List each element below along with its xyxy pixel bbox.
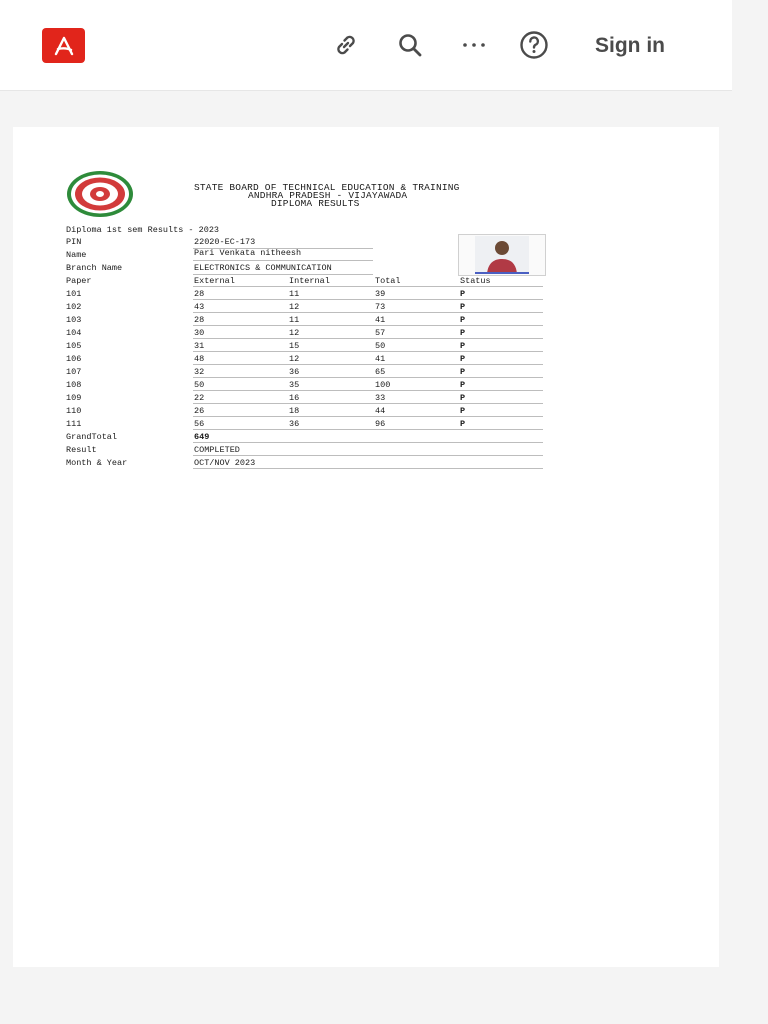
total-cell: 65 — [375, 367, 386, 377]
divider — [193, 312, 543, 313]
external-cell: 30 — [194, 328, 205, 338]
acrobat-icon[interactable] — [42, 28, 85, 63]
internal-cell: 18 — [289, 406, 300, 416]
internal-cell: 12 — [289, 328, 300, 338]
external-cell: 28 — [194, 315, 205, 325]
column-header: Internal — [289, 276, 330, 286]
divider — [193, 260, 373, 261]
status-cell: P — [460, 354, 466, 364]
status-cell: P — [460, 393, 466, 403]
pdf-page — [13, 127, 719, 967]
status-cell: P — [460, 419, 466, 429]
total-cell: 73 — [375, 302, 386, 312]
external-cell: 56 — [194, 419, 205, 429]
board-title: STATE BOARD OF TECHNICAL EDUCATION & TRAINING — [194, 182, 460, 193]
name-label: Name — [66, 250, 87, 260]
total-cell: 57 — [375, 328, 386, 338]
status-cell: P — [460, 406, 466, 416]
exam-title: Diploma 1st sem Results - 2023 — [66, 225, 220, 235]
internal-cell: 36 — [289, 419, 300, 429]
column-header: Status — [460, 276, 491, 286]
total-cell: 50 — [375, 341, 386, 351]
divider — [193, 377, 543, 378]
month-year-value: OCT/NOV 2023 — [194, 458, 256, 468]
divider — [193, 468, 543, 469]
external-cell: 28 — [194, 289, 205, 299]
link-icon[interactable] — [329, 28, 363, 62]
divider — [193, 455, 543, 456]
total-cell: 96 — [375, 419, 386, 429]
status-cell: P — [460, 341, 466, 351]
grand-total-value: 649 — [194, 432, 210, 442]
paper-cell: 105 — [66, 341, 82, 351]
external-cell: 26 — [194, 406, 205, 416]
pin-value: 22020-EC-173 — [194, 237, 256, 247]
divider — [193, 325, 543, 326]
search-icon[interactable] — [393, 28, 427, 62]
total-cell: 41 — [375, 315, 386, 325]
top-toolbar — [0, 0, 732, 91]
divider — [193, 429, 543, 430]
column-header: External — [194, 276, 235, 286]
external-cell: 50 — [194, 380, 205, 390]
paper-cell: 107 — [66, 367, 82, 377]
divider — [193, 338, 543, 339]
board-location: ANDHRA PRADESH - VIJAYAWADA — [248, 190, 408, 201]
window-edge — [732, 0, 768, 1024]
total-cell: 39 — [375, 289, 386, 299]
status-cell: P — [460, 315, 466, 325]
internal-cell: 11 — [289, 315, 300, 325]
paper-cell: 102 — [66, 302, 82, 312]
divider — [193, 364, 543, 365]
paper-cell: 103 — [66, 315, 82, 325]
internal-cell: 15 — [289, 341, 300, 351]
external-cell: 22 — [194, 393, 205, 403]
paper-cell: 106 — [66, 354, 82, 364]
divider — [193, 299, 543, 300]
total-cell: 33 — [375, 393, 386, 403]
status-cell: P — [460, 302, 466, 312]
status-cell: P — [460, 380, 466, 390]
total-cell: 44 — [375, 406, 386, 416]
external-cell: 48 — [194, 354, 205, 364]
total-cell: 41 — [375, 354, 386, 364]
paper-cell: 104 — [66, 328, 82, 338]
board-seal-icon — [66, 170, 134, 218]
column-header: Total — [375, 276, 401, 286]
divider — [193, 442, 543, 443]
pin-label: PIN — [66, 237, 82, 247]
total-cell: 100 — [375, 380, 391, 390]
more-icon[interactable] — [457, 28, 491, 62]
status-cell: P — [460, 367, 466, 377]
status-cell: P — [460, 328, 466, 338]
branch-label: Branch Name — [66, 263, 123, 273]
divider — [193, 274, 373, 275]
internal-cell: 11 — [289, 289, 300, 299]
branch-value: ELECTRONICS & COMMUNICATION — [194, 263, 332, 273]
divider — [193, 351, 543, 352]
paper-cell: 110 — [66, 406, 82, 416]
status-cell: P — [460, 289, 466, 299]
internal-cell: 12 — [289, 354, 300, 364]
divider — [193, 286, 543, 287]
grand-total-label: GrandTotal — [66, 432, 118, 442]
external-cell: 43 — [194, 302, 205, 312]
sign-in-button[interactable]: Sign in — [595, 34, 665, 57]
internal-cell: 16 — [289, 393, 300, 403]
divider — [193, 403, 543, 404]
paper-cell: 108 — [66, 380, 82, 390]
paper-cell: 111 — [66, 419, 82, 429]
column-header: Paper — [66, 276, 92, 286]
name-value: Pari Venkata nitheesh — [194, 248, 302, 258]
internal-cell: 36 — [289, 367, 300, 377]
external-cell: 32 — [194, 367, 205, 377]
divider — [193, 416, 543, 417]
paper-cell: 101 — [66, 289, 82, 299]
internal-cell: 35 — [289, 380, 300, 390]
student-photo — [458, 234, 546, 276]
month-year-label: Month & Year — [66, 458, 128, 468]
external-cell: 31 — [194, 341, 205, 351]
result-value: COMPLETED — [194, 445, 240, 455]
result-label: Result — [66, 445, 97, 455]
paper-cell: 109 — [66, 393, 82, 403]
result-document — [13, 127, 719, 967]
help-icon[interactable] — [517, 28, 551, 62]
results-title: DIPLOMA RESULTS — [271, 198, 360, 209]
divider — [193, 390, 543, 391]
internal-cell: 12 — [289, 302, 300, 312]
